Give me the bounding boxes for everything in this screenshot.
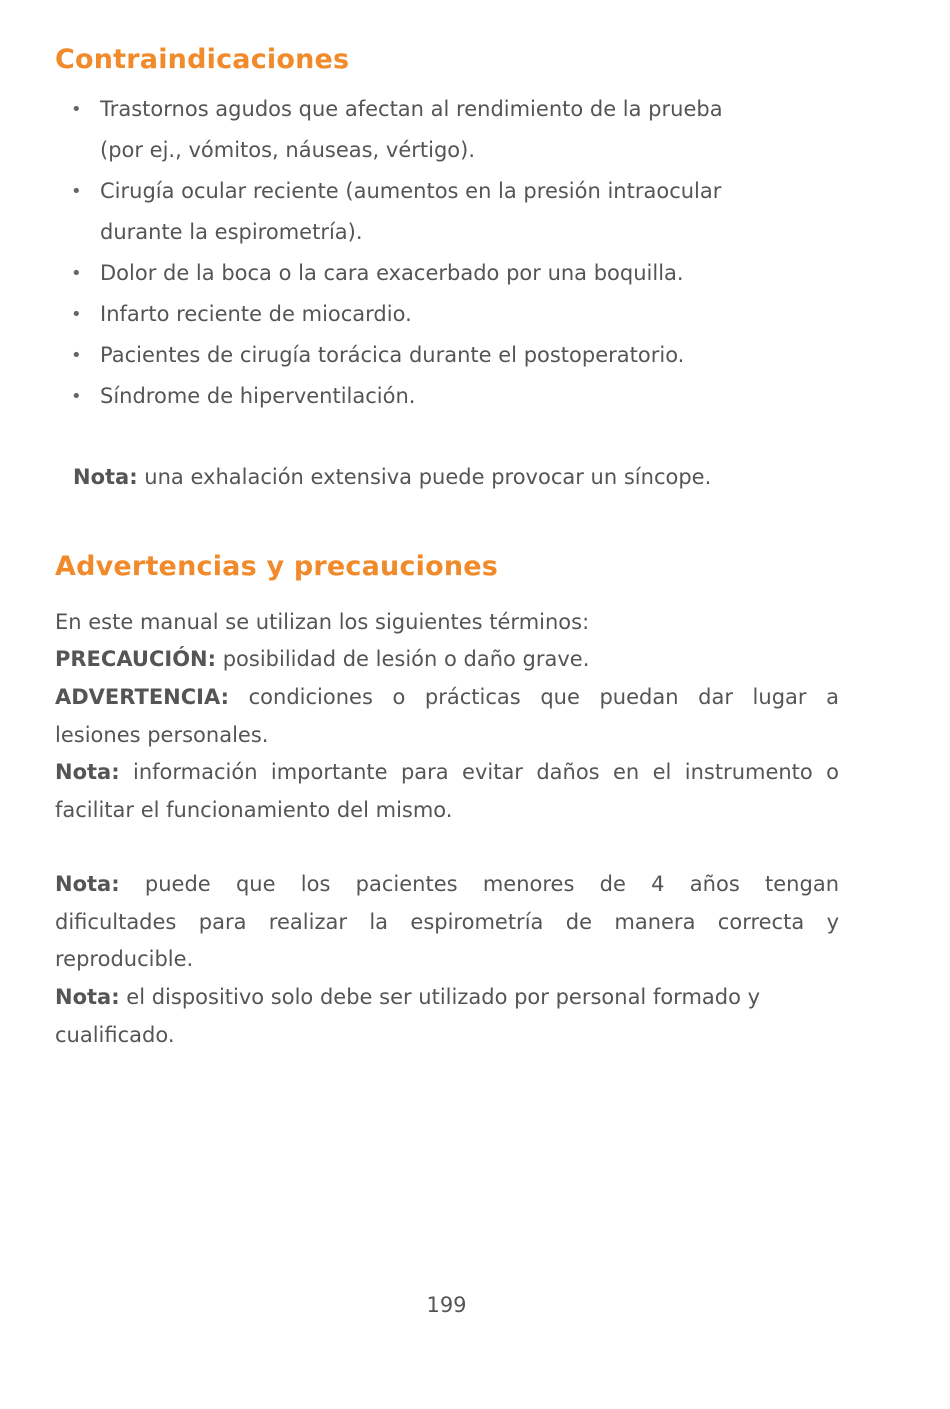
list-item xyxy=(55,376,845,417)
list-item-line: (por ej., vómitos, náuseas, vértigo). xyxy=(100,138,476,162)
warning-text-cont: lesiones personales. xyxy=(55,722,269,747)
bullet-icon: • xyxy=(71,304,82,325)
note-text-cont: dificultades para realizar la espirometría de manera correcta y xyxy=(55,909,839,934)
list-item xyxy=(55,253,845,294)
note-text: puede que los pacientes menores de 4 años tengan xyxy=(119,872,839,896)
caution-definition xyxy=(55,641,839,679)
list-item-line: Dolor de la boca o la cara exacerbado por una boquilla. xyxy=(100,261,684,285)
note-label: Nota: xyxy=(55,985,120,1009)
bullet-icon: • xyxy=(71,263,82,284)
bullet-icon: • xyxy=(71,181,82,202)
note-label: Nota: xyxy=(73,465,138,489)
bullet-icon: • xyxy=(71,386,82,407)
note-label: Nota: xyxy=(55,872,120,896)
warning-text: condiciones o prácticas que puedan dar lugar a xyxy=(229,685,839,709)
warning-label: ADVERTENCIA: xyxy=(55,685,230,709)
warning-definition xyxy=(55,679,839,754)
caution-text: posibilidad de lesión o daño grave. xyxy=(216,647,590,671)
syncope-note xyxy=(73,457,711,498)
note-definition xyxy=(55,754,839,829)
list-item-line: Trastornos agudos que afectan al rendimiento de la prueba xyxy=(100,97,723,121)
note-text: una exhalación extensiva puede provocar un síncope. xyxy=(137,465,712,489)
list-item xyxy=(55,294,845,335)
terms-intro: En este manual se utilizan los siguientes términos: xyxy=(55,610,590,634)
list-item-line: Pacientes de cirugía torácica durante el postoperatorio. xyxy=(100,343,685,367)
qualified-personnel-note xyxy=(55,979,839,1054)
caution-label: PRECAUCIÓN: xyxy=(55,647,217,671)
note-text-cont: facilitar el funcionamiento del mismo. xyxy=(55,797,453,822)
page-number: 199 xyxy=(426,1293,467,1317)
bullet-icon: • xyxy=(71,345,82,366)
contraindications-heading: Contraindicaciones xyxy=(55,44,350,75)
list-item-line: durante la espirometría). xyxy=(100,220,363,244)
list-item xyxy=(55,89,845,171)
note-text: el dispositivo solo debe ser utilizado por personal formado y xyxy=(119,985,761,1009)
list-item xyxy=(55,335,845,376)
note-label: Nota: xyxy=(55,760,120,784)
list-item-line: Síndrome de hiperventilación. xyxy=(100,384,416,408)
list-item-line: Infarto reciente de miocardio. xyxy=(100,302,412,326)
note-text: información importante para evitar daños en el instrumento o xyxy=(119,760,839,784)
bullet-icon: • xyxy=(71,99,82,120)
note-text-cont: cualificado. xyxy=(55,1022,175,1047)
list-item-line: Cirugía ocular reciente (aumentos en la presión intraocular xyxy=(100,179,722,203)
age-note xyxy=(55,866,839,979)
contraindications-list xyxy=(55,89,845,417)
warnings-heading: Advertencias y precauciones xyxy=(55,551,499,582)
note-text-cont: reproducible. xyxy=(55,947,194,971)
list-item xyxy=(55,171,845,253)
